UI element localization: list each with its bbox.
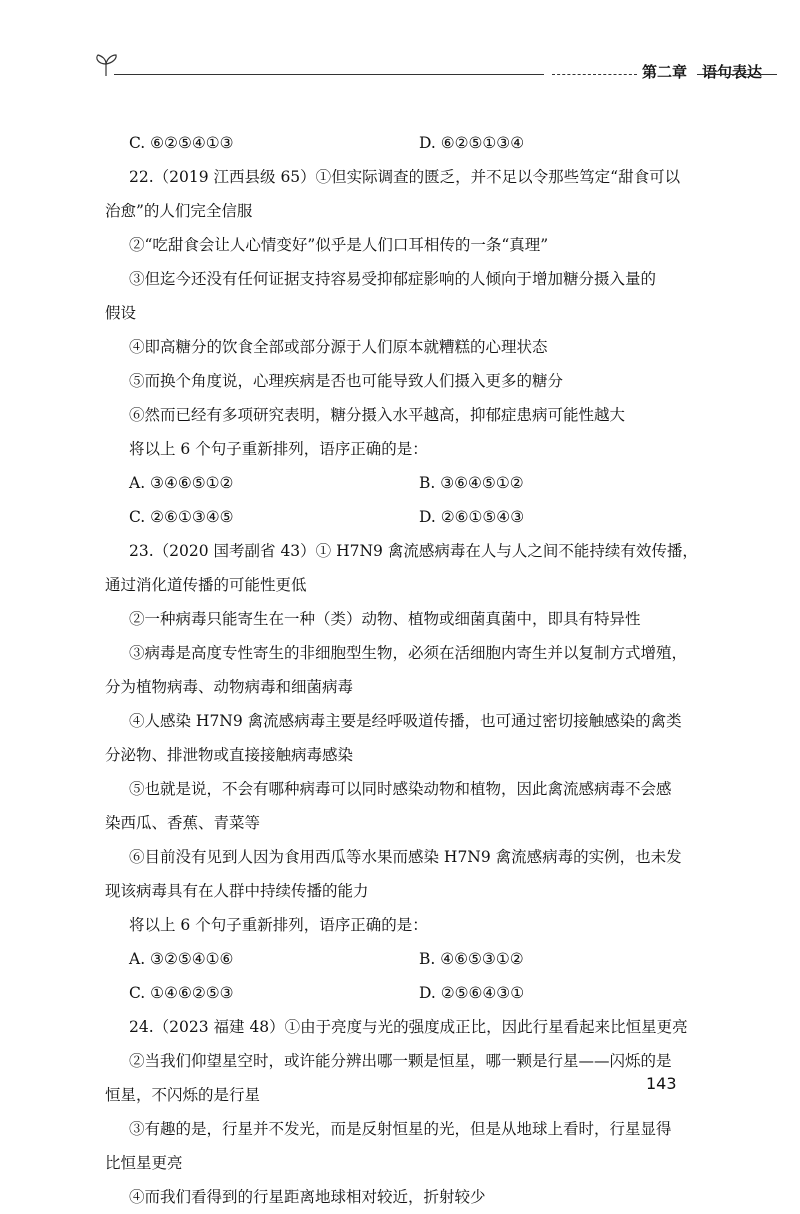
option-c: C. ①④⑥②⑤③: [129, 984, 234, 1002]
q22-sentence-6: ⑥然而已经有多项研究表明，糖分摄入水平越高，抑郁症患病可能性越大: [129, 406, 626, 424]
q23-sentence-4: ④人感染 H7N9 禽流感病毒主要是经呼吸道传播，也可通过密切接触感染的禽类: [129, 712, 682, 730]
q23-sentence-6-cont: 现该病毒具有在人群中持续传播的能力: [105, 882, 369, 900]
chapter-title: 第二章 语句表达: [642, 63, 763, 81]
option-d: D. ②⑤⑥④③①: [419, 984, 525, 1002]
q23-sentence-6: ⑥目前没有见到人因为食用西瓜等水果而感染 H7N9 禽流感病毒的实例，也未发: [129, 848, 682, 866]
q22-sentence-4: ④即高糖分的饮食全部或部分源于人们原本就糟糕的心理状态: [129, 338, 548, 356]
page-content: [105, 126, 705, 1214]
page-number: 143: [646, 1074, 677, 1093]
q23-options-cd: [105, 976, 705, 1010]
q23-sentence-4-cont: 分泌物、排泄物或直接接触病毒感染: [105, 746, 354, 764]
option-d: D. ②⑥①⑤④③: [419, 508, 525, 526]
q23-stem-cont: 通过消化道传播的可能性更低: [105, 576, 307, 594]
q22-options-ab: [105, 466, 705, 500]
q23-stem: 23.（2020 国考副省 43）① H7N9 禽流感病毒在人与人之间不能持续有效传播，: [129, 542, 698, 560]
q23-sentence-5-cont: 染西瓜、香蕉、青菜等: [105, 814, 261, 832]
q22-stem-cont: 治愈”的人们完全信服: [105, 202, 253, 220]
page-header: [92, 50, 763, 90]
header-rule-dashed: [552, 74, 637, 75]
q21-options-cd: [105, 126, 705, 160]
sprout-icon: [92, 50, 122, 80]
q22-options-cd: [105, 500, 705, 534]
option-a: A. ③②⑤④①⑥: [129, 950, 234, 968]
q24-sentence-2-cont: 恒星，不闪烁的是行星: [105, 1086, 261, 1104]
option-b: B. ④⑥⑤③①②: [419, 950, 524, 968]
q22-prompt: 将以上 6 个句子重新排列，语序正确的是：: [129, 440, 428, 458]
header-rule-right: [697, 74, 777, 75]
option-c: C. ⑥②⑤④①③: [129, 134, 234, 152]
q22-sentence-5: ⑤而换个角度说，心理疾病是否也可能导致人们摄入更多的糖分: [129, 372, 564, 390]
q23-sentence-3-cont: 分为植物病毒、动物病毒和细菌病毒: [105, 678, 354, 696]
option-d: D. ⑥②⑤①③④: [419, 134, 525, 152]
q24-sentence-3-cont: 比恒星更亮: [105, 1154, 183, 1172]
q23-sentence-3: ③病毒是高度专性寄生的非细胞型生物，必须在活细胞内寄生并以复制方式增殖，: [129, 644, 688, 662]
q24-sentence-3: ③有趣的是，行星并不发光，而是反射恒星的光，但是从地球上看时，行星显得: [129, 1120, 672, 1138]
q23-options-ab: [105, 942, 705, 976]
q23-sentence-2: ②一种病毒只能寄生在一种（类）动物、植物或细菌真菌中，即具有特异性: [129, 610, 641, 628]
q22-stem: 22.（2019 江西县级 65）①但实际调查的匮乏，并不足以令那些笃定“甜食可以: [129, 168, 681, 186]
option-b: B. ③⑥④⑤①②: [419, 474, 524, 492]
q24-stem: 24.（2023 福建 48）①由于亮度与光的强度成正比，因此行星看起来比恒星更亮: [129, 1018, 688, 1036]
q23-prompt: 将以上 6 个句子重新排列，语序正确的是：: [129, 916, 428, 934]
q22-sentence-2: ②“吃甜食会让人心情变好”似乎是人们口耳相传的一条“真理”: [129, 236, 549, 254]
option-a: A. ③④⑥⑤①②: [129, 474, 234, 492]
header-rule-left: [114, 74, 544, 75]
q24-sentence-4: ④而我们看得到的行星距离地球相对较近，折射较少: [129, 1188, 486, 1206]
option-c: C. ②⑥①③④⑤: [129, 508, 234, 526]
q22-sentence-3: ③但迄今还没有任何证据支持容易受抑郁症影响的人倾向于增加糖分摄入量的: [129, 270, 657, 288]
q24-sentence-2: ②当我们仰望星空时，或许能分辨出哪一颗是恒星，哪一颗是行星——闪烁的是: [129, 1052, 672, 1070]
q22-sentence-3-cont: 假设: [105, 304, 137, 322]
q23-sentence-5: ⑤也就是说，不会有哪种病毒可以同时感染动物和植物，因此禽流感病毒不会感: [129, 780, 672, 798]
